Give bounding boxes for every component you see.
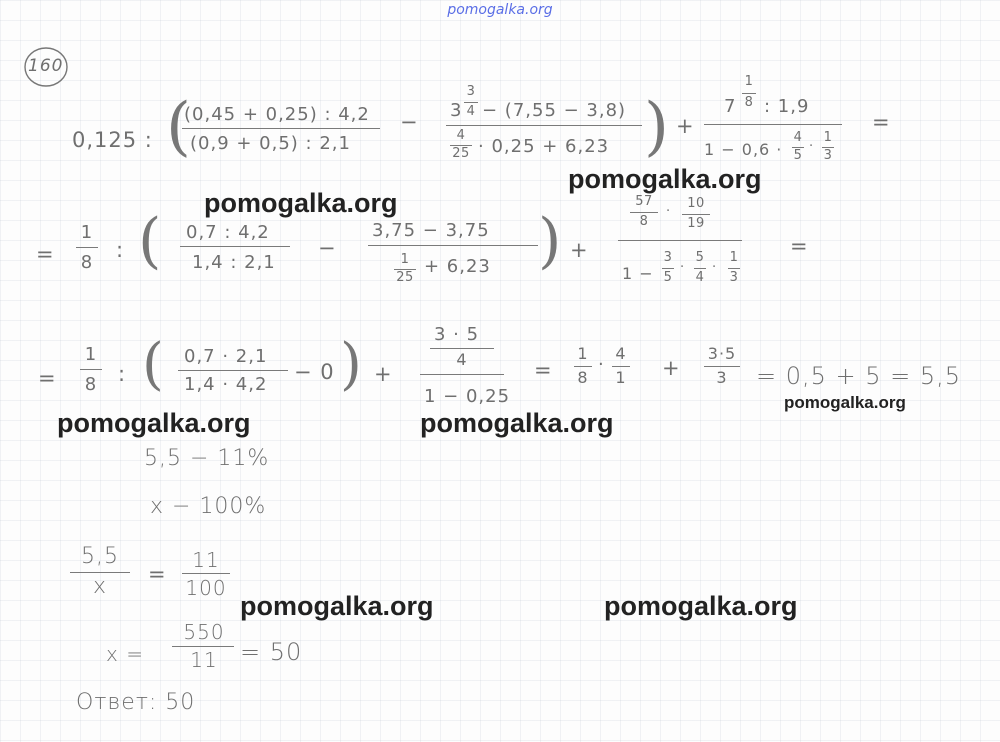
line1-f3-int: 7: [724, 96, 737, 117]
watermark-2: pomogalka.org: [204, 188, 398, 218]
line1-f3-den-f2-n: 1: [823, 130, 833, 145]
line3-f2-inner-bar: [430, 348, 494, 349]
line2-f3-den-b-n: 5: [695, 250, 705, 265]
equation-left-num: 5,5: [81, 544, 119, 569]
solve-lead: x =: [106, 642, 144, 666]
line1-eq: =: [872, 110, 891, 134]
line2-colon: :: [116, 238, 125, 262]
line1-f1-num: (0,45 + 0,25) : 4,2: [184, 104, 370, 125]
watermark-6: pomogalka.org: [240, 591, 434, 621]
solve-den: 11: [190, 648, 218, 672]
line1-f3-den-lead: 1 − 0,6 ·: [704, 140, 783, 159]
line2-f2-num: 3,75 − 3,75: [372, 220, 490, 241]
line3-f1-num: 0,7 · 2,1: [184, 346, 268, 367]
line1-f2-den-frac-n: 4: [456, 128, 466, 143]
watermark-3: pomogalka.org: [784, 393, 906, 412]
line3-f1-den: 1,4 · 4,2: [184, 374, 268, 395]
line2-end-eq: =: [790, 234, 809, 258]
line2-f3-den-c-bar: [728, 268, 740, 269]
line2-h-n: 1: [80, 222, 94, 243]
line3-g1-d: 8: [577, 368, 589, 387]
line2-f3-a-d: 8: [639, 214, 649, 229]
line1-close-paren: ): [644, 90, 669, 164]
line1-f3-den-dot: ·: [809, 139, 814, 154]
line2-f3-b-d: 19: [687, 216, 705, 231]
equation-right-num: 11: [192, 548, 220, 572]
line3-colon: :: [118, 362, 127, 386]
line2-f2-den-rest: + 6,23: [424, 256, 491, 277]
line1-f3-den-f1-n: 4: [793, 130, 803, 145]
line1-lead: 0,125 :: [72, 128, 153, 152]
line2-f1-num: 0,7 : 4,2: [186, 222, 270, 243]
line2-f3-den-a-bar: [662, 268, 674, 269]
line1-f2-bar: [446, 125, 642, 126]
equation-right-den: 100: [185, 576, 227, 600]
line2-f3-b-n: 10: [687, 196, 705, 211]
solve-bar: [172, 646, 234, 647]
line3-h-n: 1: [84, 344, 98, 365]
line1-f2-den-frac-d: 25: [452, 146, 470, 161]
site-header[interactable]: pomogalka.org: [447, 2, 553, 18]
line2-f3-den-c-n: 1: [729, 250, 739, 265]
proportion-row1: 5,5 − 11%: [144, 446, 270, 471]
line3-open-paren: (: [142, 332, 164, 397]
line2-h-d: 8: [80, 252, 94, 273]
line2-f3-b-bar: [682, 214, 710, 215]
line2-f3-a-bar: [630, 212, 658, 213]
line2-eq: =: [36, 242, 55, 266]
line2-f3-den-a-n: 3: [663, 250, 673, 265]
line2-f3-den-a-d: 5: [663, 270, 673, 285]
line2-close-paren: ): [538, 206, 562, 276]
line2-f2-bar: [368, 245, 538, 246]
line3-plus2: +: [662, 356, 681, 380]
line1-f3-frac-bar: [742, 93, 756, 94]
line2-f1-bar: [180, 246, 290, 247]
line3-h-bar: [80, 369, 102, 370]
line3-f2-bar: [420, 374, 504, 375]
equation-eq: =: [148, 562, 167, 586]
line3-g3-bar: [704, 366, 740, 367]
line3-g3-d: 3: [716, 368, 728, 387]
line3-dot: ·: [598, 354, 605, 375]
line1-minus: −: [400, 110, 419, 134]
watermark-5: pomogalka.org: [420, 408, 614, 438]
line3-f2-num-den: 4: [456, 350, 468, 369]
equation-left-bar: [70, 572, 130, 573]
line3-plus: +: [374, 362, 393, 386]
line2-f3-den-b-d: 4: [695, 270, 705, 285]
line1-f3-bar: [704, 124, 842, 125]
line3-f2-num-num: 3 · 5: [434, 324, 480, 345]
line3-eq: =: [38, 366, 57, 390]
line2-f3-den-c-d: 3: [729, 270, 739, 285]
line3-g2-d: 1: [615, 368, 627, 387]
solve-result: = 50: [240, 638, 303, 666]
line3-g1-n: 1: [577, 344, 589, 363]
line2-f2-den-d: 25: [396, 270, 414, 285]
line1-f2-frac-n: 3: [466, 84, 476, 99]
line2-f3-den-dot2: ·: [712, 260, 717, 275]
line3-f2-den: 1 − 0,25: [424, 386, 511, 407]
line3-f1-bar: [178, 370, 288, 371]
line2-h-bar: [76, 247, 98, 248]
line3-h-d: 8: [84, 374, 98, 395]
watermark-1: pomogalka.org: [568, 164, 762, 194]
line1-f1-den: (0,9 + 0,5) : 2,1: [190, 133, 351, 154]
equation-right-bar: [182, 573, 230, 574]
problem-number: 160: [28, 56, 64, 76]
equation-left-den: x: [92, 574, 108, 599]
line1-f2-int: 3: [450, 100, 463, 121]
line2-f3-a-n: 57: [635, 194, 653, 209]
line3-result: = 0,5 + 5 = 5,5: [756, 362, 962, 390]
line1-f3-den-f2-d: 3: [823, 148, 833, 163]
line1-f2-den-rest: · 0,25 + 6,23: [478, 136, 610, 157]
line2-f3-bar: [618, 240, 742, 241]
line1-f1-bar: [182, 128, 380, 129]
line1-f2-frac-bar: [464, 102, 478, 103]
line2-f3-den-dot1: ·: [680, 260, 685, 275]
line1-f2-num-rest: − (7,55 − 3,8): [482, 100, 627, 121]
line3-g1-bar: [574, 366, 592, 367]
line2-f3-den-lead: 1 −: [622, 264, 654, 283]
line2-f3-den-b-bar: [694, 268, 706, 269]
line2-f3-dot: ·: [666, 204, 671, 219]
line3-g2-bar: [612, 366, 630, 367]
line1-open-paren: (: [166, 90, 191, 164]
line3-close-paren: ): [340, 332, 362, 397]
line3-minus0: − 0: [294, 360, 335, 384]
line2-minus: −: [318, 236, 337, 260]
line1-f2-frac-d: 4: [466, 104, 476, 119]
answer: Ответ: 50: [76, 690, 196, 715]
line3-g2-n: 4: [615, 344, 627, 363]
line1-f3-frac-n: 1: [744, 74, 754, 89]
line2-plus: +: [570, 238, 589, 262]
line2-open-paren: (: [138, 206, 162, 276]
line1-f3-den-f1-d: 5: [793, 148, 803, 163]
line1-f3-num-rest: : 1,9: [764, 96, 810, 117]
solve-num: 550: [183, 620, 225, 644]
line3-eq1: =: [534, 358, 553, 382]
proportion-row2: x − 100%: [150, 494, 267, 519]
line1-plus: +: [676, 114, 695, 138]
watermark-4: pomogalka.org: [57, 408, 251, 438]
line2-f1-den: 1,4 : 2,1: [192, 252, 276, 273]
line1-f3-frac-d: 8: [744, 95, 754, 110]
line3-g3-n: 3·5: [707, 344, 737, 363]
watermark-7: pomogalka.org: [604, 591, 798, 621]
line2-f2-den-n: 1: [400, 252, 410, 267]
